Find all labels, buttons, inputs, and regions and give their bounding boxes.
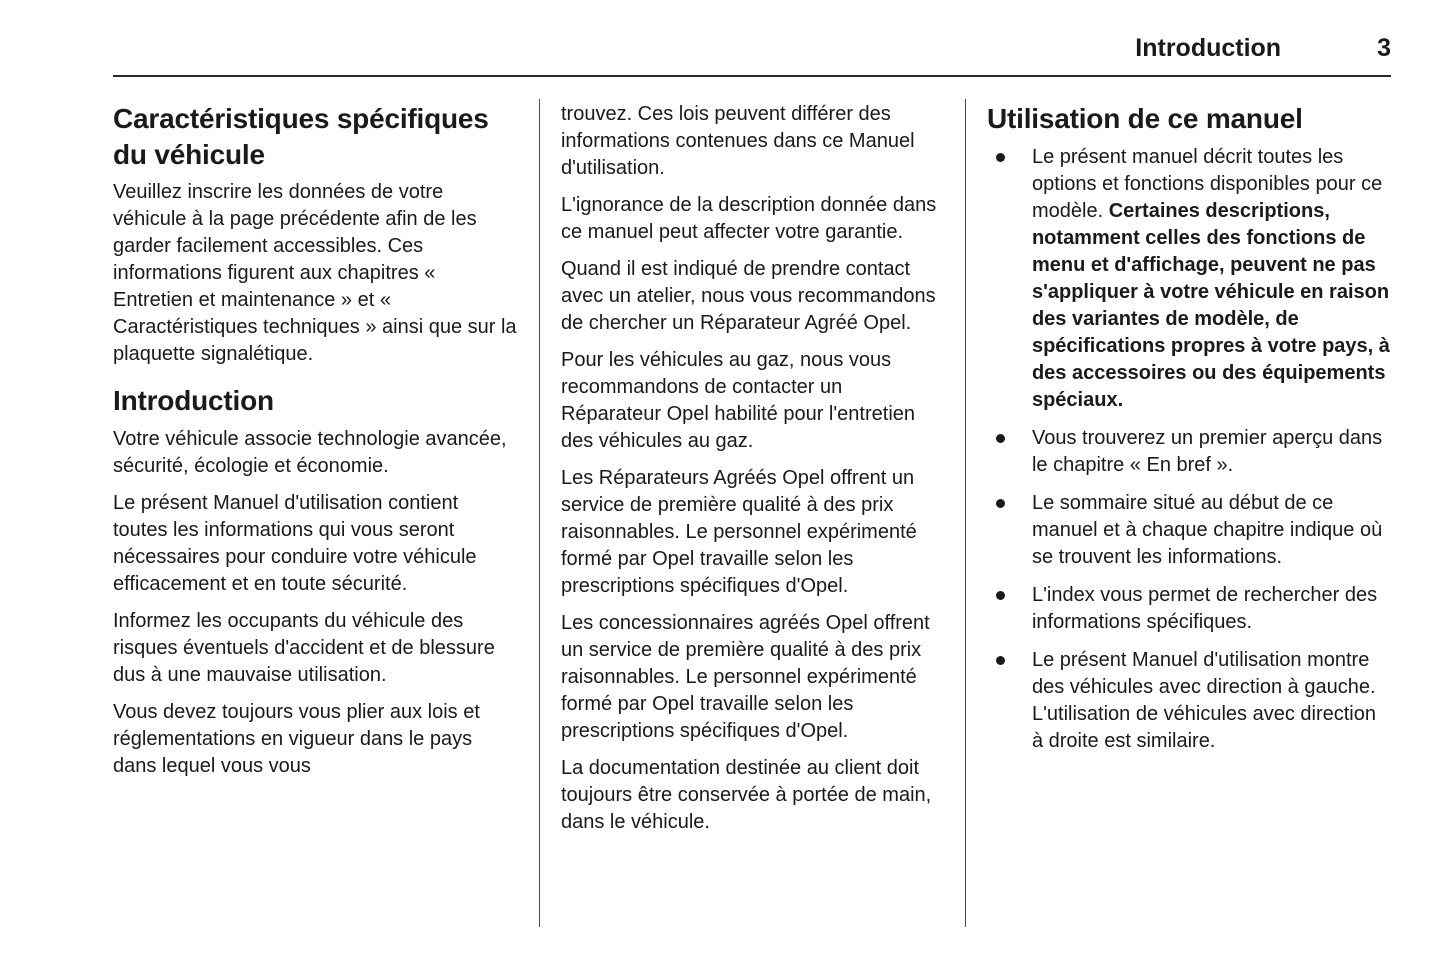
page-number: 3	[1377, 34, 1391, 62]
bullet-icon	[996, 591, 1005, 600]
paragraph: L'ignorance de la description donnée dans ce manuel peut affecter votre garantie.	[560, 194, 937, 243]
bullet-icon	[996, 153, 1005, 162]
column-3	[965, 99, 1391, 927]
list-item	[987, 490, 1391, 571]
section-heading-vehicle-specifics: Caractéristiques spécifiques du véhicule	[113, 103, 489, 170]
page-header	[113, 34, 1391, 75]
paragraph: Les Réparateurs Agréés Opel offrent un service de première qualité à des prix raisonnables. Le personnel expérimenté formé par Opel travaille selon les prescriptions spécifiques d'Opel.	[560, 467, 917, 597]
bullet-icon	[996, 434, 1005, 443]
list-item-text-bold: Certaines descriptions, notamment celles des fonctions de menu et d'affichage, peuvent ne pas s'appliquer à votre véhicule en raison des variantes de modèle, de spécifications propres à votre pays, à des accessoires ou des équipements spéciaux.	[1031, 199, 1390, 411]
paragraph: Veuillez inscrire les données de votre véhicule à la page précédente afin de les garder facilement accessibles. Ces informations figurent aux chapitres « Entretien et maintenance » et « Caractéristiques techniques » ainsi que sur la plaquette signalétique.	[113, 181, 517, 366]
paragraph: La documentation destinée au client doit toujours être conservée à portée de main, dans le véhicule.	[560, 757, 932, 833]
list-item	[987, 144, 1391, 414]
paragraph: Les concessionnaires agréés Opel offrent un service de première qualité à des prix raisonnables. Le personnel expérimenté formé par Opel travaille selon les prescriptions spécifiques d'Opel.	[560, 612, 930, 742]
column-1	[113, 99, 539, 927]
list-item-text: Le sommaire situé au début de ce manuel et à chaque chapitre indique où se trouvent les informations.	[1031, 491, 1383, 568]
paragraph: Vous devez toujours vous plier aux lois et réglementations en vigueur dans le pays dans lequel vous vous	[113, 700, 480, 777]
list-item-text: L'index vous permet de rechercher des informations spécifiques.	[1031, 583, 1378, 633]
paragraph: Quand il est indiqué de prendre contact avec un atelier, nous vous recommandons de chercher un Réparateur Agréé Opel.	[560, 258, 936, 334]
chapter-title: Introduction	[1135, 34, 1282, 62]
list-item-text: Le présent manuel décrit toutes les options et fonctions disponibles pour ce modèle.	[1031, 145, 1383, 222]
bullet-list	[987, 144, 1391, 755]
paragraph: Pour les véhicules au gaz, nous vous recommandons de contacter un Réparateur Opel habilité pour l'entretien des véhicules au gaz.	[560, 349, 916, 452]
list-item-text: Le présent Manuel d'utilisation montre des véhicules avec direction à gauche. L'utilisation de véhicules avec direction à droite est similaire.	[1031, 648, 1376, 752]
content-columns	[113, 99, 1391, 927]
paragraph: trouvez. Ces lois peuvent différer des informations contenues dans ce Manuel d'utilisation.	[560, 103, 915, 179]
paragraph: Informez les occupants du véhicule des risques éventuels d'accident et de blessure dus à une mauvaise utilisation.	[113, 609, 495, 686]
list-item-text: Vous trouverez un premier aperçu dans le chapitre « En bref ».	[1031, 426, 1383, 476]
column-2	[539, 99, 965, 927]
paragraph: Le présent Manuel d'utilisation contient toutes les informations qui vous seront nécessaires pour conduire votre véhicule efficacement et en toute sécurité.	[113, 491, 477, 595]
bullet-icon	[996, 656, 1005, 665]
header-rule	[113, 75, 1391, 77]
section-heading-introduction: Introduction	[113, 385, 274, 417]
list-item	[987, 582, 1391, 636]
list-item	[987, 647, 1391, 755]
bullet-icon	[996, 499, 1005, 508]
list-item	[987, 425, 1391, 479]
paragraph: Votre véhicule associe technologie avancée, sécurité, écologie et économie.	[113, 427, 507, 477]
section-heading-manual-usage: Utilisation de ce manuel	[986, 103, 1303, 134]
